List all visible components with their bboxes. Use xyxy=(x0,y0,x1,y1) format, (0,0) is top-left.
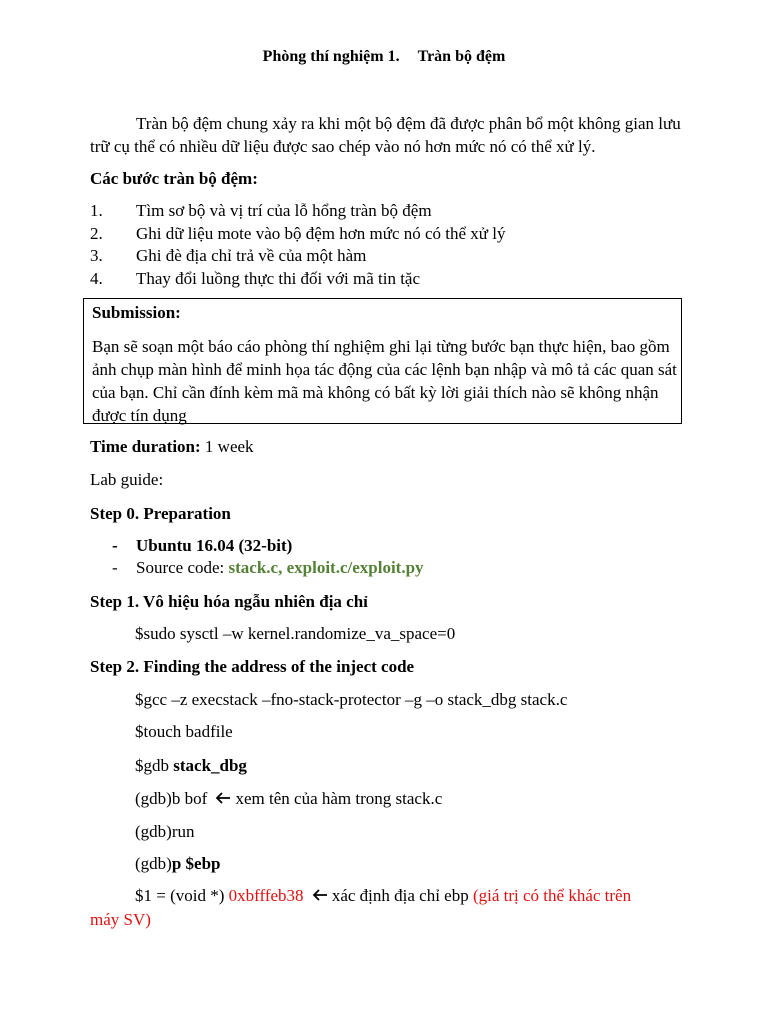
command-line: $sudo sysctl –w kernel.randomize_va_space=0 xyxy=(135,624,456,643)
step1-heading: Step 1. Vô hiệu hóa ngẫu nhiên địa chỉ xyxy=(90,592,368,611)
command-note: xem tên của hàm trong stack.c xyxy=(235,789,443,808)
command-line xyxy=(135,756,247,776)
title-lab-number: Phòng thí nghiệm 1. xyxy=(262,48,400,65)
submission-box xyxy=(83,298,682,424)
submission-heading: Submission: xyxy=(92,303,181,322)
command-note: xác định địa chỉ ebp xyxy=(331,886,473,905)
step0-heading: Step 0. Preparation xyxy=(90,504,231,523)
source-code-label: Source code: xyxy=(136,558,229,577)
list-item: - Ubuntu 16.04 (32-bit) xyxy=(112,536,293,555)
list-item xyxy=(90,268,690,291)
time-duration xyxy=(90,437,254,457)
command-text: (gdb)b bof xyxy=(135,789,208,808)
list-item xyxy=(90,200,690,223)
command-line xyxy=(135,854,221,874)
list-item-text: Ghi dữ liệu mote vào bộ đệm hơn mức nó có thể xử lý xyxy=(136,223,506,243)
list-item-text: Thay đổi luồng thực thi đối với mã tin tặc xyxy=(136,268,421,288)
command-line: $touch badfile xyxy=(135,722,233,741)
lab-guide-label: Lab guide: xyxy=(90,470,164,489)
ebp-address: 0xbfffeb38 xyxy=(228,886,304,905)
list-item xyxy=(90,245,690,268)
page-title xyxy=(0,48,768,66)
list-item: - Source code: stack.c, exploit.c/exploit.py xyxy=(112,558,424,577)
submission-body: Bạn sẽ soạn một báo cáo phòng thí nghiệm ghi lại từng bước bạn thực hiện, bao gồm ảnh chụp màn hình để minh họa tác động của các lệnh bạn nhập và mô tả các quan sát của bạn. Chỉ cần đính kèm mã mà không có bất kỳ lời giải thích nào sẽ không nhận được tín dụng xyxy=(92,337,677,425)
command-line xyxy=(135,886,631,906)
command-target: stack_dbg xyxy=(173,756,247,775)
steps-heading: Các bước tràn bộ đệm: xyxy=(90,169,258,188)
list-item-number: 2. xyxy=(90,223,103,243)
title-topic: Tràn bộ đệm xyxy=(417,48,506,65)
steps-list xyxy=(90,200,690,290)
command-prefix: $gdb xyxy=(135,756,174,775)
intro-paragraph xyxy=(90,112,690,158)
list-item-number: 1. xyxy=(90,201,103,220)
warning-note-continued: máy SV) xyxy=(90,910,151,929)
command-prefix: $1 = (void *) xyxy=(135,886,229,905)
command-line: (gdb)run xyxy=(135,822,195,841)
left-arrow-icon xyxy=(215,789,231,809)
command-target: p $ebp xyxy=(171,854,221,873)
list-item xyxy=(90,223,690,246)
warning-note: (giá trị có thể khác trên xyxy=(472,886,632,905)
step2-heading: Step 2. Finding the address of the inject code xyxy=(90,657,415,676)
left-arrow-icon xyxy=(312,886,328,906)
intro-text: Tràn bộ đệm chung xảy ra khi một bộ đệm đã được phân bổ một không gian lưu trữ cụ thể có nhiều dữ liệu được sao chép vào nó hơn mức nó có thể xử lý. xyxy=(90,114,681,156)
list-item-text: Tìm sơ bộ và vị trí của lỗ hổng tràn bộ đệm xyxy=(136,201,432,220)
list-item-text: Ghi đè địa chỉ trả về của một hàm xyxy=(136,246,367,265)
list-item-number: 3. xyxy=(90,246,103,265)
command-prefix: (gdb) xyxy=(135,854,172,873)
source-code-files: stack.c, exploit.c/exploit.py xyxy=(228,558,424,577)
time-duration-label: Time duration: xyxy=(90,437,201,456)
os-requirement: Ubuntu 16.04 (32-bit) xyxy=(136,536,293,555)
time-duration-value: 1 week xyxy=(200,437,254,456)
command-line: $gcc –z execstack –fno-stack-protector –g –o stack_dbg stack.c xyxy=(135,690,568,709)
list-item-number: 4. xyxy=(90,268,103,288)
command-line xyxy=(135,789,442,809)
